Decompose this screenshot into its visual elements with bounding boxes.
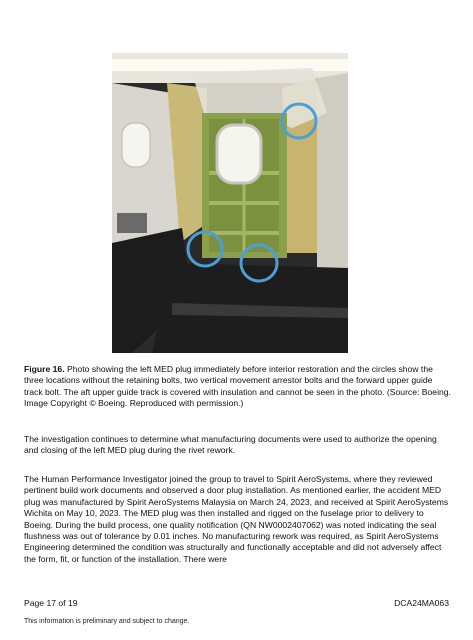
body-paragraph: The investigation continues to determine what manufacturing documents were used to authorize the opening and closing of the left MED plug during the rivet rework.	[24, 434, 437, 456]
body-paragraph: The Human Performance Investigator joined the group to travel to Spirit AeroSystems, where they reviewed pertinent build work documents and observed a door plug installation. As mentioned earlier, the accident MED plug was manufactured by Spirit AeroSystems Malaysia on March 24, 2023, and received at Spirit AeroSystems Wichita on May 10, 2023. The MED plug was then installed and rigged on the fuselage prior to delivery to Boeing. During the build process, one quality notification (QN NW0002407062) was noted indicating the seal flushness was out of tolerance by 0.01 inches. No manufacturing rework was required, as Spirit AeroSystems Engineering determined the condition was structurally and functionally acceptable and did not adversely affect the form, fit, or function of the installation. There were	[24, 474, 449, 564]
figure-caption-text: Photo showing the left MED plug immediately before interior restoration and the circles show the three locations without the retaining bolts, two vertical movement arrestor bolts and the forward upper guide track bolt. The aft upper guide track is covered with insulation and cannot be seen in the photo. (Source: Boeing. Image Copyright © Boeing. Reproduced with permission.)	[24, 364, 451, 409]
docket-number: DCA24MA063	[394, 598, 449, 608]
page-number: Page 17 of 19	[24, 598, 78, 608]
cabin-photo-illustration	[112, 53, 348, 353]
disclaimer-text: This information is preliminary and subject to change.	[24, 618, 190, 625]
figure-photo	[112, 53, 348, 353]
figure-label: Figure 16.	[24, 364, 65, 374]
figure-caption	[24, 364, 452, 410]
